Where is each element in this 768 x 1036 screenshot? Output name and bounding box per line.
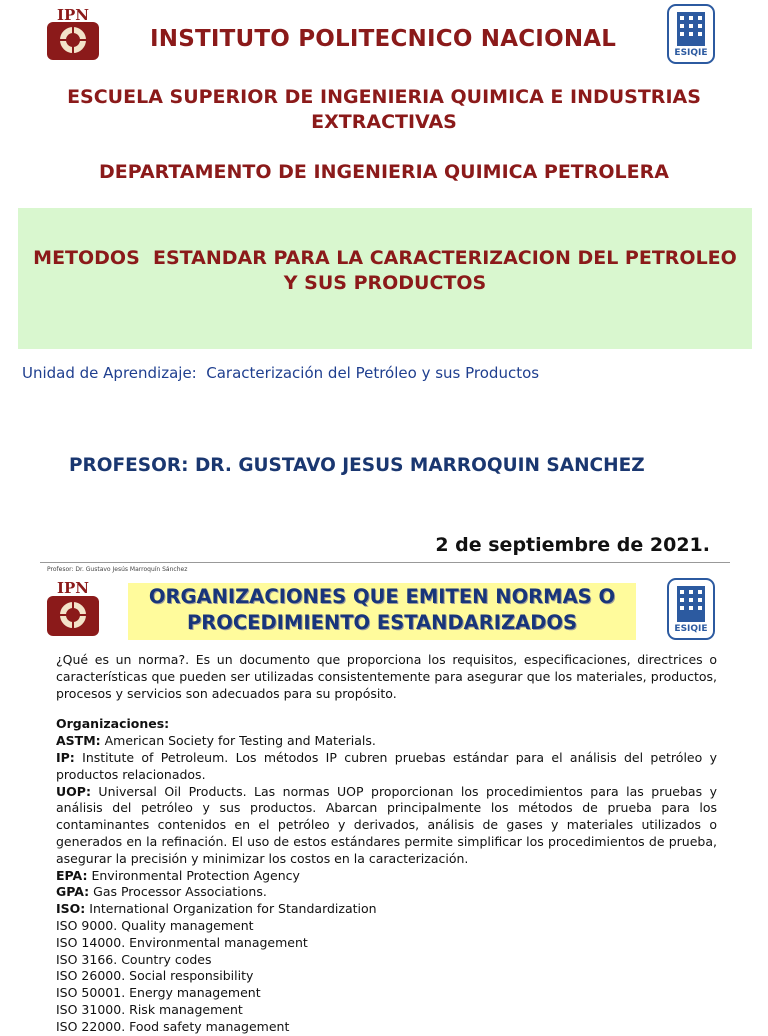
department-name: DEPARTAMENTO DE INGENIERIA QUIMICA PETROLERA [99, 161, 669, 183]
organization-description: Institute of Petroleum. Los métodos IP cubren pruebas estándar para el análisis del petróleo y productos relacionados. [56, 749, 717, 782]
organization-abbr: ISO: [56, 901, 86, 917]
presentation-date: 2 de septiembre de 2021. [435, 534, 710, 556]
unidad-aprendizaje: Unidad de Aprendizaje: Caracterización del Petróleo y sus Productos [22, 364, 540, 382]
organization-abbr: GPA: [56, 884, 90, 900]
iso-standard-item: ISO 14000. Environmental management [56, 934, 308, 950]
iso-standard-item: ISO 31000. Risk management [56, 1001, 243, 1017]
iso-standard-item: ISO 3166. Country codes [56, 951, 212, 967]
course-title-line1: METODOS ESTANDAR PARA LA CARACTERIZACION DEL PETROLEO [33, 247, 737, 269]
iso-standard-item: ISO 26000. Social responsibility [56, 968, 254, 984]
organization-abbr: ASTM: [56, 733, 101, 749]
organizations-title [128, 584, 636, 636]
course-title [18, 246, 752, 296]
iso-standard-item: ISO 22000. Food safety management [56, 1018, 290, 1034]
organizations-body [56, 652, 717, 1036]
institute-title: INSTITUTO POLITECNICO NACIONAL [150, 26, 617, 52]
norma-definition: ¿Qué es un norma?. Es un documento que proporciona los requisitos, especificaciones, directrices o características que pueden ser utilizadas consistentemente para asegurar que los materiales, productos, procesos y servicios son adecuados para su propósito. [56, 652, 717, 701]
professor-name: PROFESOR: DR. GUSTAVO JESUS MARROQUIN SANCHEZ [69, 455, 645, 476]
esiqie-logo-text: ESIQIE [674, 48, 708, 58]
school-name: ESCUELA SUPERIOR DE INGENIERIA QUIMICA E INDUSTRIAS EXTRACTIVAS [67, 86, 701, 133]
iso-standard-item: ISO 9000. Quality management [56, 917, 254, 933]
iso-standard-item: ISO 50001. Energy management [56, 985, 261, 1001]
organizations-title-line2: PROCEDIMIENTO ESTANDARIZADOS [186, 611, 578, 634]
organization-description: American Society for Testing and Materials. [100, 733, 376, 749]
esiqie-logo [667, 4, 715, 64]
organization-abbr: EPA: [56, 867, 88, 883]
ipn-logo-text: IPN [56, 6, 90, 24]
organization-description: International Organization for Standardization [85, 901, 377, 917]
organization-description: Gas Processor Associations. [89, 884, 267, 900]
organization-description: Universal Oil Products. Las normas UOP proporcionan los procedimientos para las pruebas y análisis del petróleo y sus productos. Abarcan principalmente los métodos de prueba para los contaminantes contenidos en el petróleo y derivados, análisis de gases y materiales utilizados o generados en la refinación. El uso de estos estándares permite simplificar los procedimientos de prueba, asegurar la precisión y minimizar los costos en la caracterización. [56, 783, 717, 866]
slide-header-professor: Profesor: Dr. Gustavo Jesús Marroquín Sánchez [47, 566, 188, 573]
ipn-logo-2 [45, 576, 101, 638]
organizations-title-line1: ORGANIZACIONES QUE EMITEN NORMAS O [148, 585, 616, 608]
organization-item [56, 733, 717, 750]
slide-divider [40, 562, 730, 563]
organization-abbr: UOP: [56, 783, 91, 799]
organization-item [56, 784, 717, 868]
ipn-logo [45, 4, 101, 62]
esiqie-logo-2 [667, 578, 715, 640]
organization-abbr: IP: [56, 749, 75, 765]
organizations-label: Organizaciones: [56, 716, 170, 732]
organization-item [56, 884, 717, 901]
organization-description: Environmental Protection Agency [87, 867, 300, 883]
ipn-logo-2-text: IPN [56, 579, 90, 597]
course-title-line2: Y SUS PRODUCTOS [283, 272, 487, 294]
organizations-list [56, 733, 717, 918]
organization-item [56, 901, 717, 918]
iso-standards-list [56, 918, 717, 1036]
organization-item [56, 750, 717, 784]
organization-item [56, 868, 717, 885]
esiqie-logo-2-text: ESIQIE [674, 624, 708, 634]
